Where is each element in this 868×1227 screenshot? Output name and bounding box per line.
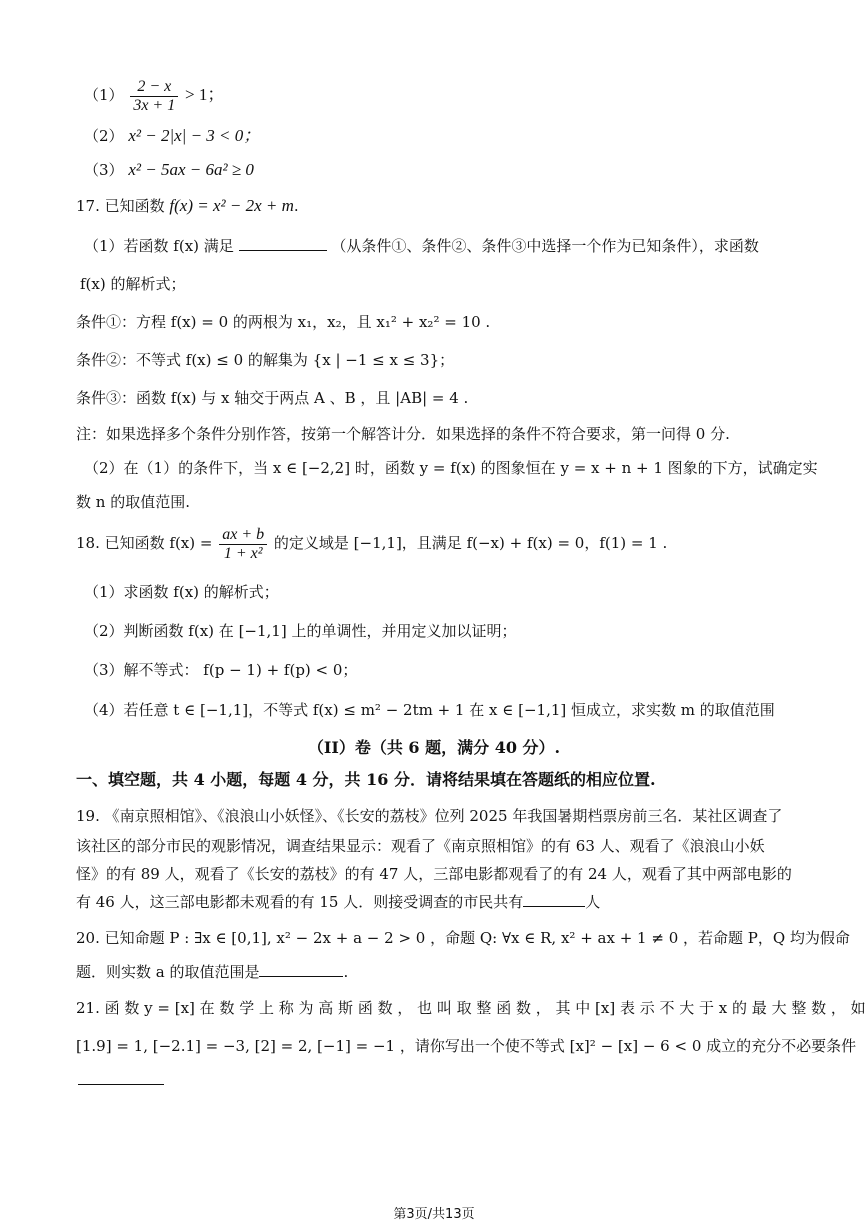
q19-line4: 有 46 人，这三部电影都未观看的有 15 人．则接受调查的市民共有 人 [76, 893, 601, 911]
q16-part3-label: （3） [84, 161, 124, 179]
q19-line2: 该社区的部分市民的观影情况，调查结果显示：观看了《南京照相馆》的有 63 人、观看了《浪浪山小妖 [76, 837, 765, 855]
q17-part2-line2: 数 n 的取值范围. [76, 493, 190, 511]
q16-part3 [84, 160, 254, 180]
section2-title: （II）卷（共 6 题，满分 40 分）. [307, 738, 561, 757]
q18-part4: （4）若任意 t ∈ [−1,1]，不等式 f(x) ≤ m² − 2tm + 1 在 x ∈ [−1,1] 恒成立，求实数 m 的取值范围 [84, 701, 775, 719]
q17-part1-choice-text: （从条件①、条件②、条件③中选择一个作为已知条件），求函数 [331, 237, 759, 255]
q18-part3: （3）解不等式： f(p − 1) + f(p) < 0； [84, 661, 358, 679]
q17-condition3: 条件③：函数 f(x) 与 x 轴交于两点 A 、B ，且 |AB| = 4 . [76, 389, 469, 407]
q17-part2-line1: （2）在（1）的条件下，当 x ∈ [−2,2] 时，函数 y = f(x) 的图象恒在 y = x + n + 1 图象的下方，试确定实 [84, 459, 818, 477]
page-footer: 第3页/共13页 [393, 1207, 475, 1222]
q18-stem-prefix: 18. 已知函数 f(x) = [76, 534, 218, 552]
q16-part3-expr: x² − 5ax − 6a² ≥ 0 [128, 160, 254, 179]
q17-part1-line2 [80, 274, 185, 294]
q19-line3: 怪》的有 89 人，观看了《长安的荔枝》的有 47 人，三部电影都观看了的有 24 人，观看了其中两部电影的 [76, 865, 792, 883]
q17-condition2: 条件②：不等式 f(x) ≤ 0 的解集为 {x | −1 ≤ x ≤ 3}； [76, 351, 455, 369]
q17-part1-line1 [84, 236, 759, 256]
q18-stem [76, 522, 667, 564]
q20-line1: 20. 已知命题 P : ∃x ∈ [0,1], x² − 2x + a − 2 > 0 ，命题 Q: ∀x ∈ R, x² + ax + 1 ≠ 0 ，若命题 P，Q 均为假命 [76, 929, 850, 947]
q17-stem-suffix: . [293, 197, 299, 215]
q20-answer-blank [259, 962, 343, 977]
q16-part1-rest: > 1； [185, 85, 225, 104]
q19-line1: 19. 《南京照相馆》、《浪浪山小妖怪》、《长安的荔枝》位列 2025 年我国暑期档票房前三名．某社区调查了 [76, 807, 783, 825]
q16-part2-label: （2） [84, 127, 124, 145]
q18-part2: （2）判断函数 f(x) 在 [−1,1] 上的单调性，并用定义加以证明； [84, 622, 517, 640]
q16-part2 [84, 126, 260, 146]
q19-answer-blank [523, 892, 585, 907]
q17-part1-tail: f(x) 的解析式； [80, 275, 186, 293]
q16-part1-fraction [130, 78, 178, 115]
q18-stem-suffix: 的定义域是 [−1,1]，且满足 f(−x) + f(x) = 0，f(1) = 1 . [273, 534, 668, 552]
q16-part1-denominator: 3x + 1 [133, 96, 176, 114]
q17-part1-prefix: （1）若函数 f(x) 满足 [84, 237, 234, 255]
q21-answer-line [78, 1070, 164, 1090]
q20-line2: 题．则实数 a 的取值范围是 . [76, 963, 349, 981]
q18-denominator: 1 + x² [223, 544, 263, 562]
q17-condition1: 条件①：方程 f(x) = 0 的两根为 x₁，x₂，且 x₁² + x₂² = 10 . [76, 313, 491, 331]
q16-part2-expr: x² − 2|x| − 3 < 0； [128, 126, 261, 145]
section2-heading: 一、填空题，共 4 小题，每题 4 分，共 16 分．请将结果填在答题纸的相应位置. [76, 770, 656, 789]
q21-line1: 21. 函 数 y = [x] 在 数 学 上 称 为 高 斯 函 数 ， 也 叫 取 整 函 数 ， 其 中 [x] 表 示 不 大 于 x 的 最 大 整 数 ， 如 [76, 999, 866, 1017]
q16-part1 [84, 74, 224, 116]
q18-fraction [219, 526, 267, 563]
q18-part1: （1）求函数 f(x) 的解析式； [84, 583, 279, 601]
q16-part1-numerator: 2 − x [130, 78, 178, 97]
q17-stem-expr: f(x) = x² − 2x + m [169, 196, 294, 215]
q17-answer-blank [239, 236, 327, 251]
q17-stem-prefix: 17. 已知函数 [76, 197, 170, 215]
q21-line2: [1.9] = 1, [−2.1] = −3, [2] = 2, [−1] = −1 ，请你写出一个使不等式 [x]² − [x] − 6 < 0 成立的充分不必要条件 [76, 1037, 857, 1055]
q18-numerator: ax + b [219, 526, 267, 545]
q17-stem [76, 196, 299, 216]
q21-answer-blank [78, 1070, 164, 1085]
q17-note: 注：如果选择多个条件分别作答，按第一个解答计分．如果选择的条件不符合要求，第一问得 0 分. [76, 425, 730, 443]
q16-part1-label: （1） [84, 86, 124, 104]
